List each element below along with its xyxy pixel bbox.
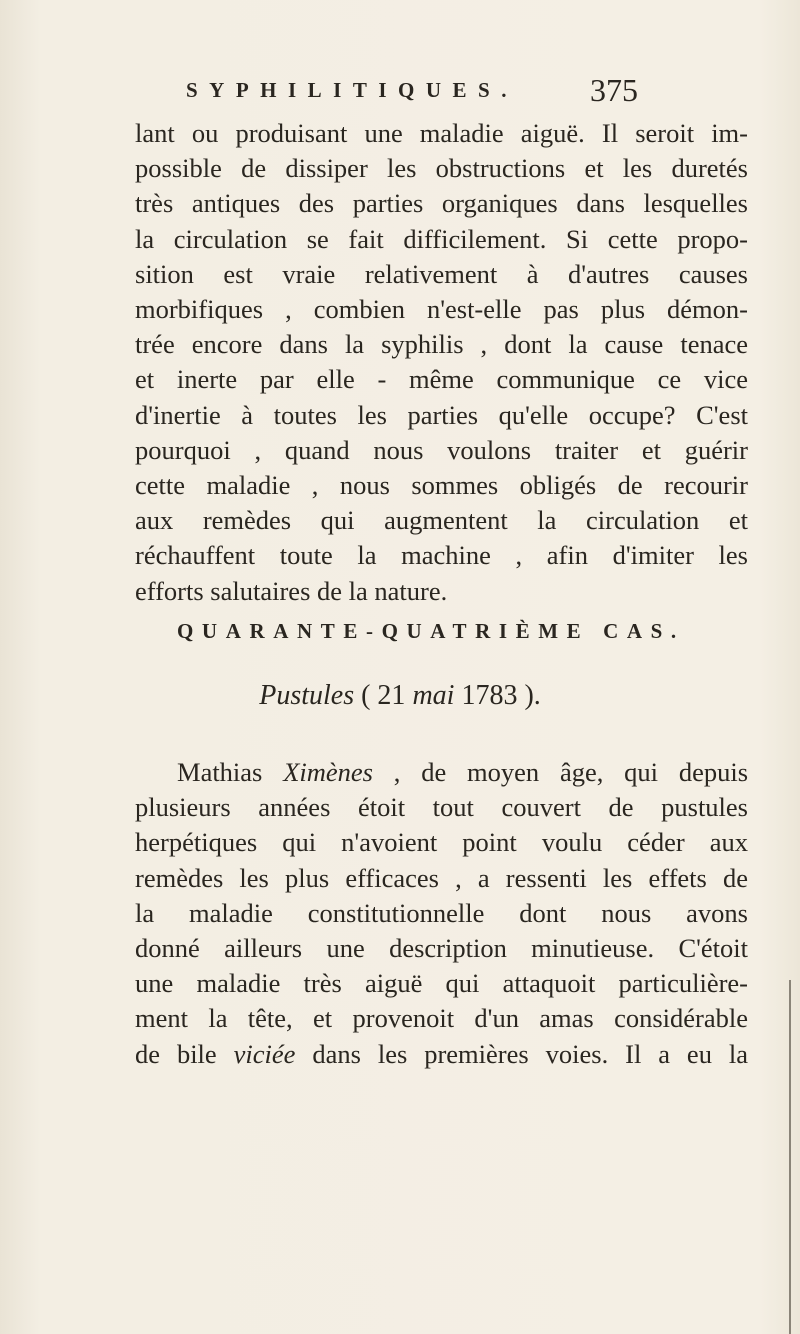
italic-word: viciée [233, 1038, 296, 1069]
text-line: ment la tête, et provenoit d'un amas considérable [135, 1003, 748, 1034]
text-line: la circulation se fait difficilement. Si cette propo- [135, 223, 748, 254]
text-line [135, 755, 748, 790]
subheading-date-open: ( 21 [361, 680, 406, 711]
subheading-title: Pustules [259, 680, 355, 711]
line-end: dans les premières voies. Il a eu la [312, 1038, 749, 1069]
text-line [135, 1037, 748, 1072]
subheading-year: 1783 ). [461, 680, 541, 711]
text-line: d'inertie à toutes les parties qu'elle occupe? C'est [135, 399, 748, 430]
text-line: sition est vraie relativement à d'autres causes [135, 258, 748, 289]
page-number: 375 [590, 72, 638, 108]
text-line: et inerte par elle - même communique ce vice [135, 364, 748, 395]
case-heading: QUARANTE-QUATRIÈME CAS. [177, 619, 685, 643]
text-line: cette maladie , nous sommes obligés de recourir [135, 470, 748, 501]
line-start: de bile [135, 1038, 217, 1069]
text-line: la maladie constitutionnelle dont nous avons [135, 897, 748, 928]
case-subheading [0, 680, 800, 712]
line-rest: , de moyen âge, qui depuis [393, 757, 749, 787]
patient-surname: Ximènes [283, 757, 373, 787]
text-line: très antiques des parties organiques dans lesquelles [135, 188, 748, 219]
text-line: possible de dissiper les obstructions et les duretés [135, 153, 748, 184]
case-paragraph [135, 755, 748, 1072]
text-line: trée encore dans la syphilis , dont la cause tenace [135, 329, 748, 360]
subheading-month: mai [412, 680, 455, 711]
text-line: aux remèdes qui augmentent la circulation et [135, 505, 748, 536]
running-title: SYPHILITIQUES. [186, 78, 518, 102]
text-line: donné ailleurs une description minutieuse. C'étoit [135, 933, 748, 964]
text-line: réchauffent toute la machine , afin d'imiter les [135, 540, 748, 571]
text-line: remèdes les plus efficaces , a ressenti les effets de [135, 862, 748, 893]
text-line: lant ou produisant une maladie aiguë. Il seroit im- [135, 118, 748, 148]
text-line: une maladie très aiguë qui attaquoit particulière- [135, 968, 748, 999]
page-edge-line [789, 980, 791, 1334]
running-head [0, 72, 800, 122]
paragraph-continuation [135, 116, 748, 609]
text-line: plusieurs années étoit tout couvert de pustules [135, 792, 748, 823]
text-line: pourquoi , quand nous voulons traiter et guérir [135, 434, 748, 465]
patient-first-name: Mathias [177, 757, 263, 787]
text-line: morbifiques , combien n'est-elle pas plus démon- [135, 294, 748, 325]
text-line: efforts salutaires de la nature. [135, 575, 448, 606]
text-line: herpétiques qui n'avoient point voulu céder aux [135, 827, 748, 858]
